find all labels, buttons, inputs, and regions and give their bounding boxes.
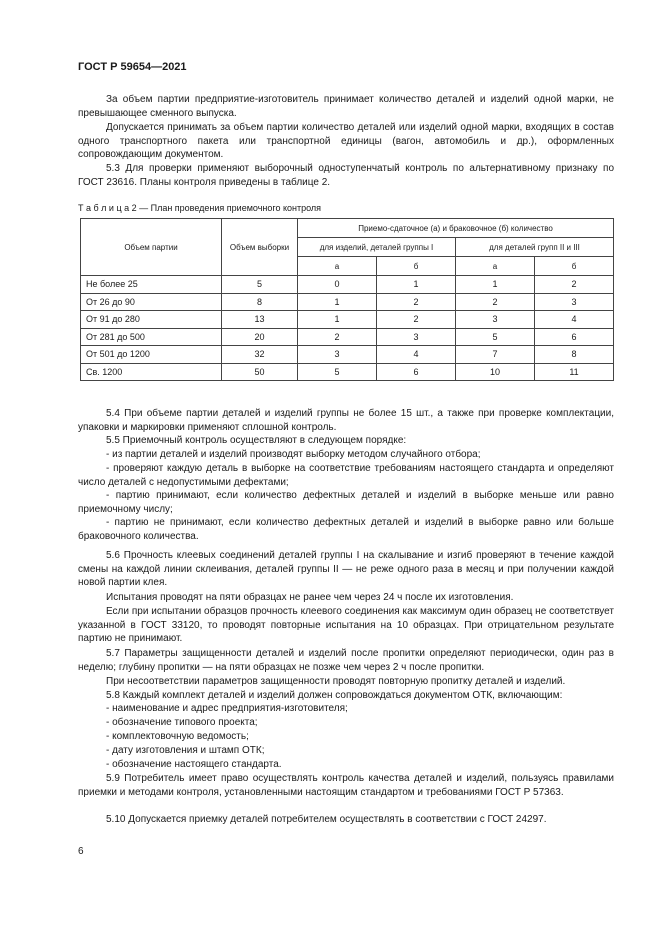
paragraph: - из партии деталей и изделий производят выборку методом случайного отбора; <box>106 449 481 460</box>
table-row <box>81 293 614 311</box>
paragraph: Испытания проводят на пяти образцах не ранее чем через 24 ч после их изготовления. <box>106 592 514 603</box>
table-cell: 4 <box>535 311 614 329</box>
paragraph: 5.5 Приемочный контроль осуществляют в следующем порядке: <box>106 435 407 446</box>
paragraph: 5.7 Параметры защищенности деталей и изделий после пропитки определяют периодически, один раз в неделю; глубину пропитки — на пяти образцах не позже чем через 2 ч после пропитки. <box>78 648 614 673</box>
paragraph: - проверяют каждую деталь в выборке на соответствие требованиям настоящего стандарта и определяют число деталей с недопустимыми дефектами; <box>78 463 614 488</box>
document-header: ГОСТ Р 59654—2021 <box>78 61 187 73</box>
table-cell: 8 <box>222 293 298 311</box>
table-row <box>81 328 614 346</box>
table-cell: 5 <box>298 363 377 381</box>
header-sample-size: Объем выборки <box>222 219 298 276</box>
table-cell: От 501 до 1200 <box>81 346 222 364</box>
table-cell: 1 <box>298 293 377 311</box>
table-cell: От 91 до 280 <box>81 311 222 329</box>
paragraph: - партию не принимают, если количество дефектных деталей и изделий в выборке равно или больше браковочного количества. <box>78 517 614 542</box>
table-cell: 10 <box>456 363 535 381</box>
table-cell: 8 <box>535 346 614 364</box>
table-cell: 1 <box>456 276 535 294</box>
table-cell: 1 <box>298 311 377 329</box>
paragraph: 5.4 При объеме партии деталей и изделий группы не более 15 шт., а также при проверке комплектации, упаковки и маркировки применяют сплошной контроль. <box>78 408 614 433</box>
page-number: 6 <box>78 846 84 857</box>
header-sub: б <box>377 257 456 276</box>
table-cell: 6 <box>377 363 456 381</box>
table-cell: От 26 до 90 <box>81 293 222 311</box>
table-cell: Св. 1200 <box>81 363 222 381</box>
header-sub: б <box>535 257 614 276</box>
table-cell: 32 <box>222 346 298 364</box>
table-cell: 1 <box>377 276 456 294</box>
header-sub: а <box>298 257 377 276</box>
table-cell: 4 <box>377 346 456 364</box>
table-cell: 13 <box>222 311 298 329</box>
paragraph: 5.8 Каждый комплект деталей и изделий должен сопровождаться документом ОТК, включающим: <box>106 690 563 701</box>
table-caption: Т а б л и ц а 2 — План проведения приемочного контроля <box>78 203 322 213</box>
table-cell: 6 <box>535 328 614 346</box>
table-row <box>81 311 614 329</box>
paragraph: - обозначение настоящего стандарта. <box>106 759 282 770</box>
table-cell: 2 <box>535 276 614 294</box>
header-group-1: для изделий, деталей группы I <box>298 238 456 257</box>
header-quantity: Приемо-сдаточное (а) и браковочное (б) количество <box>298 219 614 238</box>
paragraph: 5.9 Потребитель имеет право осуществлять контроль качества деталей и изделий, пользуясь правилами приемки и методами контроля, установленными настоящим стандартом и требованиями ГОСТ Р 57363. <box>78 773 614 798</box>
paragraph: - дату изготовления и штамп ОТК; <box>106 745 265 756</box>
paragraph: - комплектовочную ведомость; <box>106 731 249 742</box>
table-cell: 2 <box>456 293 535 311</box>
acceptance-plan-table <box>80 218 614 381</box>
table-cell: 3 <box>456 311 535 329</box>
paragraph: 5.6 Прочность клеевых соединений деталей группы I на скалывание и изгиб проверяют в течение каждой смены на каждой линии склеивания, деталей группы II — не реже одного раза в месяц и при получении каждой новой партии клея. <box>78 550 614 589</box>
table-cell: 7 <box>456 346 535 364</box>
paragraph: - партию принимают, если количество дефектных деталей и изделий в выборке меньше или равно приемочному числу; <box>78 490 614 515</box>
table-row <box>81 276 614 294</box>
table-cell: 11 <box>535 363 614 381</box>
paragraph: 5.10 Допускается приемку деталей потребителем осуществлять в соответствии с ГОСТ 24297. <box>106 814 547 825</box>
table-cell: 20 <box>222 328 298 346</box>
paragraph: - обозначение типового проекта; <box>106 717 258 728</box>
paragraph: - наименование и адрес предприятия-изготовителя; <box>106 703 348 714</box>
table-row <box>81 363 614 381</box>
table-cell: 0 <box>298 276 377 294</box>
table-cell: 50 <box>222 363 298 381</box>
header-lot-size: Объем партии <box>81 219 222 276</box>
header-group-2-3: для деталей групп II и III <box>456 238 614 257</box>
table-cell: 3 <box>377 328 456 346</box>
paragraph: При несоответствии параметров защищенности проводят повторную пропитку деталей и изделий. <box>106 676 566 687</box>
table-cell: 2 <box>377 311 456 329</box>
table-cell: 2 <box>377 293 456 311</box>
table-row <box>81 346 614 364</box>
paragraph: За объем партии предприятие-изготовитель принимает количество деталей и изделий одной марки, не превышающее сменного выпуска. <box>78 94 614 119</box>
table-cell: 3 <box>535 293 614 311</box>
paragraph: Если при испытании образцов прочность клеевого соединения как максимум один образец не соответствует указанной в ГОСТ 33120, то проводят повторные испытания на 10 образцах. При отрицательном результате партию не принимают. <box>78 606 614 645</box>
paragraph: Допускается принимать за объем партии количество деталей или изделий одной марки, входящих в состав одного транспортного пакета или транспортной единицы (вагон, автомобиль и др.), оформленных сопровождающим документом. <box>78 122 614 161</box>
header-sub: а <box>456 257 535 276</box>
table-cell: 5 <box>222 276 298 294</box>
paragraph: 5.3 Для проверки применяют выборочный одноступенчатый контроль по альтернативному признаку по ГОСТ 23616. Планы контроля приведены в таблице 2. <box>78 163 614 188</box>
table-cell: От 281 до 500 <box>81 328 222 346</box>
table-cell: 2 <box>298 328 377 346</box>
table-cell: 3 <box>298 346 377 364</box>
table-cell: 5 <box>456 328 535 346</box>
table-cell: Не более 25 <box>81 276 222 294</box>
